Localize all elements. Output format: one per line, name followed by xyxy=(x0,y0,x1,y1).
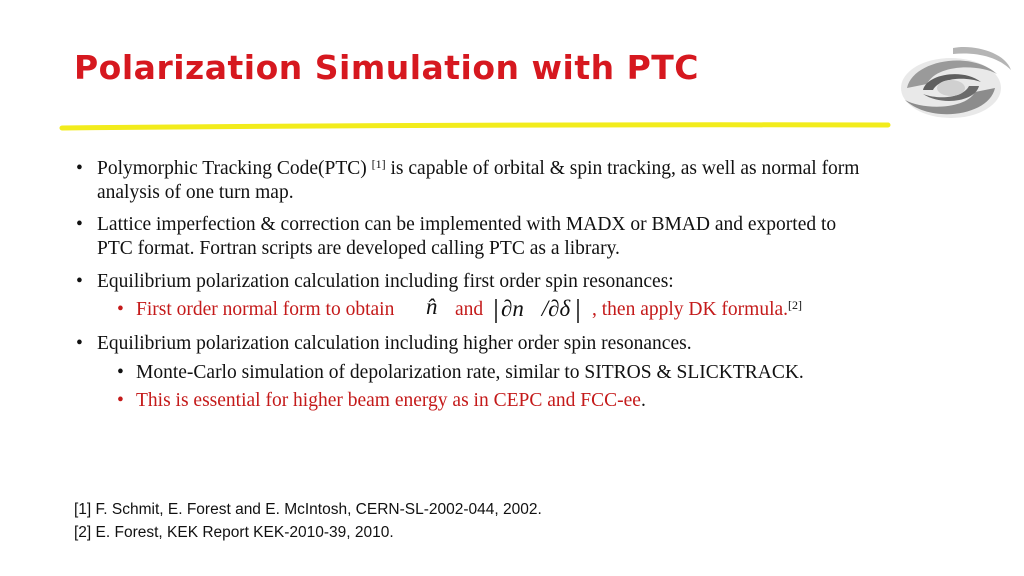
math-n-hat: n̂ xyxy=(426,294,438,319)
bullet-4-sub-2-period: . xyxy=(640,390,646,411)
bullet-marker: • xyxy=(76,333,83,354)
bullet-marker: • xyxy=(76,214,83,235)
bullet-3-sub-text-b xyxy=(592,299,802,321)
bullet-3-sub-text-a: First order normal form to obtain xyxy=(136,299,395,320)
bullet-2-line-2: PTC format. Fortran scripts are developed calling PTC as a library. xyxy=(97,238,620,259)
sub-bullet-marker: • xyxy=(117,390,124,411)
references xyxy=(74,498,542,544)
bullet-1-text-b: is capable of orbital & spin tracking, as well as normal form xyxy=(385,158,860,179)
slide-title: Polarization Simulation with PTC xyxy=(74,48,699,87)
bullet-4-sub-1: Monte-Carlo simulation of depolarization rate, similar to SITROS & SLICKTRACK. xyxy=(136,362,804,383)
reference-1: [1] F. Schmit, E. Forest and E. McIntosh, CERN-SL-2002-044, 2002. xyxy=(74,501,542,518)
sub-bullet-marker: • xyxy=(117,362,124,383)
bullet-4-sub-2-text: This is essential for higher beam energy as in CEPC and FCC-ee xyxy=(136,390,641,411)
citation-2: [2] xyxy=(788,298,803,312)
bullet-marker: • xyxy=(76,271,83,292)
bullet-3-line-1: Equilibrium polarization calculation including first order spin resonances: xyxy=(97,271,674,292)
sub-bullet-marker: • xyxy=(117,299,124,320)
citation-1: [1] xyxy=(371,157,386,171)
bullet-3-sub-post: , then apply DK formula. xyxy=(592,299,789,320)
bullet-marker: • xyxy=(76,158,83,179)
reference-2: [2] E. Forest, KEK Report KEK-2010-39, 2010. xyxy=(74,524,394,541)
bullet-1-text-a: Polymorphic Tracking Code(PTC) xyxy=(97,158,372,179)
bullet-4-line-1: Equilibrium polarization calculation including higher order spin resonances. xyxy=(97,333,692,354)
bullet-3-sub-and: and xyxy=(455,299,484,320)
bullet-4-sub-2 xyxy=(136,390,646,412)
bullet-1-line-1 xyxy=(97,158,859,180)
bullet-1-line-2: analysis of one turn map. xyxy=(97,182,294,203)
math-derivative: ∂n⃗/∂δ xyxy=(501,296,571,321)
bullet-2-line-1: Lattice imperfection & correction can be implemented with MADX or BMAD and exported to xyxy=(97,214,837,235)
